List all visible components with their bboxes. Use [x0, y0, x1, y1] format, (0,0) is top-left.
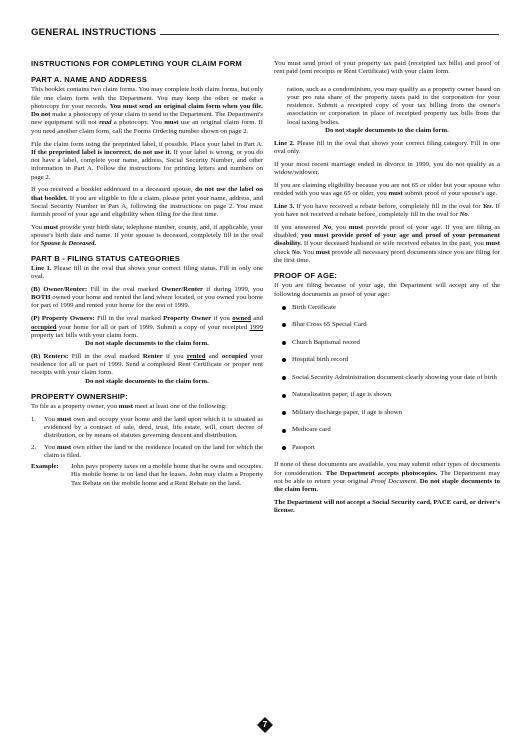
- bullet-icon: [282, 376, 286, 380]
- bullet-icon: [282, 394, 286, 398]
- ownership-requirement-2: 2. You must own either the land or the residence located on the land for which the claim is filed.: [31, 443, 263, 459]
- property-ownership-heading: PROPERTY OWNERSHIP:: [31, 391, 128, 401]
- proof-documents-list: [274, 304, 500, 453]
- part-a-paragraph-4: You must provide your birth date, telephone number, county, and, if applicable, your spouse's birth date and name. If your spouse is deceased, completely fill in the oval for Spouse is Deceased.: [31, 223, 263, 248]
- list-item: Social Security Administration document clearly showing your date of birth: [282, 374, 500, 382]
- list-item: Blue Cross 65 Special Card: [282, 321, 500, 329]
- list-item: Medicare card: [282, 426, 500, 434]
- ownership-example: [31, 463, 263, 488]
- bullet-icon: [282, 341, 286, 345]
- page-header: [31, 27, 499, 38]
- bullet-icon: [282, 358, 286, 362]
- list-item: Military discharge paper, if age is shown: [282, 409, 500, 417]
- example-label: Example:: [31, 463, 59, 471]
- not-accepted-paragraph: The Department will not accept a Social Security card, PACE card, or driver's license.: [274, 499, 500, 515]
- line-3-paragraph: Line 3. If you have received a rebate before, completely fill in the oval for Yes. If you have not received a rebate before, completely fill in the oval for No.: [274, 202, 500, 219]
- no-staple-note-2: Do not staple documents to the claim form.: [85, 377, 209, 385]
- property-ownership-intro: To file as a property owner, you must meet at least one of the following:: [31, 403, 227, 411]
- no-staple-note-3: Do not staple documents to the claim form.: [325, 126, 449, 134]
- list-item: Church Baptismal record: [282, 339, 500, 347]
- instructions-heading: INSTRUCTIONS FOR COMPLETING YOUR CLAIM FORM: [31, 59, 242, 68]
- none-available-paragraph: If none of these documents are available, you may submit other types of documents for consideration. The Department accepts photocopies. The Department may not be able to return your original Proof Document. Do not staple documents to the claim form.: [274, 461, 500, 494]
- header-rule: [160, 34, 499, 35]
- ownership-requirement-1: 1. You must own and occupy your home and the land upon which it is situated as evidenced by a contract of sale, deed, trust, life estate, will, court decree of distribution, or by means of statutes governing descent and distribution.: [31, 415, 264, 440]
- proof-of-age-heading: PROOF OF AGE:: [274, 271, 338, 281]
- ownership-requirements-list: [31, 416, 263, 460]
- bullet-icon: [282, 411, 286, 415]
- renters-paragraph: (R) Renters: Fill in the oval marked Renter if you rented and occupied your residence for all or part of 1999. Send a completed Rent Certificate or proper rent receipts with your claim form.: [31, 352, 264, 377]
- answered-no-paragraph: If you answered No, you must provide proof of your age. If you are filing as disabled, you must provide proof of your age and proof of your permanent disability. If your deceased husband or wife received rebates in the past, you must check No. You must provide all necessary proof documents since you are filing for the first time.: [274, 223, 501, 264]
- page-number: 7: [262, 720, 268, 729]
- property-owners-paragraph: (P) Property Owners: Fill in the oval marked Property Owner if you owned and occupied your home for all or part of 1999. Submit a copy of your receipted 1999 property tax bills with your claim form.: [31, 315, 264, 339]
- list-item: Naturalization paper, if age is shown: [282, 391, 500, 399]
- owner-renter-paragraph: (B) Owner/Renter: Fill in the oval marked Owner/Renter if during 1999, you BOTH owned your home and rented the land where located, or you owned you home for part of 1999 and rented your home for the rest of 1999.: [31, 285, 263, 310]
- part-b-line-1: Line 1. Please fill in the oval that shows your correct filing status. Fill in only one oval.: [31, 264, 263, 281]
- bullet-icon: [282, 306, 286, 310]
- part-a-paragraph-1: This booklet contains two claim forms. You may complete both claim forms, but only file one claim form with the Department. You may keep the other or make a photocopy for your records. You must send an original claim form when you file. Do not make a photocopy of your claim to send to the Department. The Department's new equipment will not read a photocopy. You must use an original claim form. If you need another claim form, call the Forms Ordering number shown on page 2.: [31, 86, 263, 135]
- no-staple-note-1: Do not staple documents to the claim form.: [85, 340, 209, 348]
- page-number-badge: [257, 717, 273, 733]
- proof-of-age-intro: If you are filing because of your age, the Department will accept any of the following documents as proof of your age:: [274, 282, 500, 298]
- line-2-paragraph: Line 2. Please fill in the oval that shows your correct filing category. Fill in one oval only.: [274, 139, 500, 155]
- list-item: Passport: [282, 444, 500, 452]
- part-a-heading: PART A. NAME AND ADDRESS: [31, 75, 148, 85]
- left-column: [31, 60, 263, 488]
- right-column: [274, 60, 500, 520]
- divorce-paragraph: If your most recent marriage ended in divorce in 1999, you do not qualify as a widow/widower.: [274, 160, 500, 176]
- corporation-paragraph: ration, such as a condominium, you may qualify as a property owner based on your pro rata share of the property taxes paid to the corporation for your residence. Submit a receipted copy of your tax billing from the owner's association or corporation in place of receipted property tax bills from the local taxing bodies.: [287, 85, 500, 126]
- list-item: Hospital birth record: [282, 356, 500, 364]
- part-a-paragraph-3: If you received a booklet addressed to a deceased spouse, do not use the label on that booklet. If you are eligible to file a claim, please print your name, address, and Social Security Number in Part A, following the instructions on page 2. You must furnish proof of your age and eligibility when filing for the first time.: [31, 186, 263, 219]
- part-b-heading: PART B - FILING STATUS CATEGORIES: [31, 253, 181, 263]
- bullet-icon: [282, 446, 286, 450]
- bullet-icon: [282, 429, 286, 433]
- part-a-paragraph-2: File the claim form using the preprinted label, if possible. Place your label in Part A. If the preprinted label is incorrect, do not use it. If your label is wrong, or you do not have a label, complete your name, address, Social Security Number, and other information in Part A. Follow the instructions for printing letters and numbers on page 2.: [31, 140, 263, 181]
- header-title: GENERAL INSTRUCTIONS: [31, 27, 157, 38]
- bullet-icon: [282, 323, 286, 327]
- spouse-age-paragraph: If you are claiming eligibility because you are not 65 or older but your spouse who resided with you was age 65 or older, you must submit proof of your spouse's age.: [274, 181, 500, 198]
- list-item: Birth Certificate: [282, 304, 500, 312]
- send-proof-paragraph: You must send proof of your property tax paid (receipted tax bills) and proof of rent paid (rent receipts or Rent Certificate) with your claim form.: [274, 60, 500, 76]
- example-text: John pays property taxes on a mobile home that he owns and occupies. His mobile home is on land that he leases. John may claim a Property Tax Rebate on the mobile home and a Rent Rebate on the land.: [71, 463, 263, 487]
